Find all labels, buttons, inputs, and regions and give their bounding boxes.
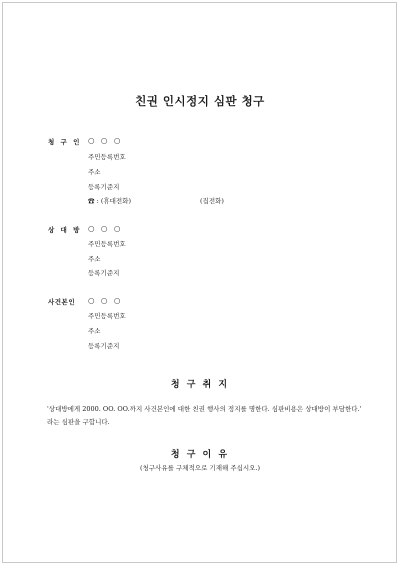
purpose-heading: 청 구 취 지	[170, 380, 230, 390]
principal-registration-base-field: 등록기준지	[88, 342, 120, 350]
document-title: 친권 인시정지 심판 청구	[135, 94, 265, 108]
respondent-address-field: 주소	[88, 255, 101, 263]
claimant-name: ○ ○ ○	[88, 136, 123, 145]
respondent-registration-base-field: 등록기준지	[88, 269, 120, 277]
reason-note: (청구사유를 구체적으로 기재해 주십시오.)	[139, 464, 261, 472]
document-page	[2, 2, 397, 563]
respondent-name: ○ ○ ○	[88, 224, 123, 233]
claimant-label: 청 구 인	[48, 138, 82, 146]
principal-resident-number-field: 주민등록번호	[88, 312, 126, 320]
claimant-mobile-phone: ☎ : (휴대전화)	[88, 197, 132, 205]
principal-address-field: 주소	[88, 327, 101, 335]
claimant-registration-base-field: 등록기준지	[88, 183, 120, 191]
principal-label: 사건본인	[48, 298, 76, 306]
claimant-phone-row	[88, 196, 248, 205]
respondent-label: 상 대 방	[48, 226, 82, 234]
claimant-resident-number-field: 주민등록번호	[88, 153, 126, 161]
claimant-home-phone: (집전화)	[200, 197, 224, 205]
claimant-address-field: 주소	[88, 168, 101, 176]
reason-heading: 청 구 이 유	[170, 450, 230, 460]
purpose-text: '상대방에게 2000. OO. OO.까지 사건본인에 대한 친권 행사의 정지를 명한다. 심판비용은 상대방이 부담한다.' 라는 심판을 구합니다.	[47, 405, 362, 426]
principal-name: ○ ○ ○	[88, 296, 123, 305]
respondent-resident-number-field: 주민등록번호	[88, 240, 126, 248]
